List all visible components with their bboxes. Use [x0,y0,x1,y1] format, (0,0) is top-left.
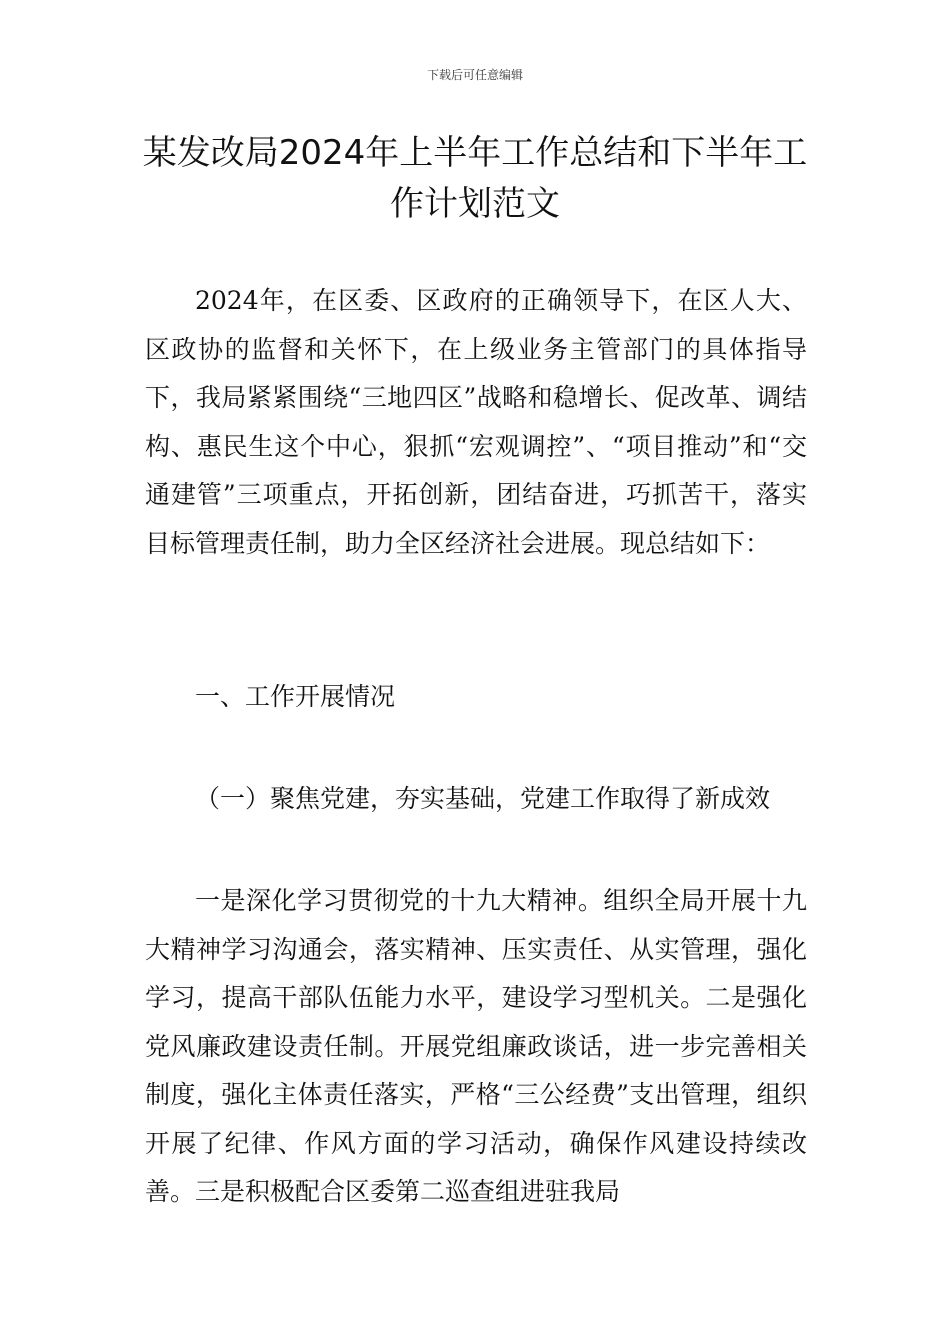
subsection-heading-text: （一）聚焦党建，夯实基础，党建工作取得了新成效 [195,784,771,813]
subsection-heading [145,775,807,824]
section-heading [145,673,807,722]
intro-paragraph-text: 2024年，在区委、区政府的正确领导下，在区人大、区政协的监督和关怀下，在上级业务主管部门的具体指导下，我局紧紧围绕“三地四区”战略和稳增长、促改革、调结构、惠民生这个中心，狠抓“宏观调控”、“项目推动”和“交通建管”三项重点，开拓创新，团结奋进，巧抓苦干，落实目标管理责任制，助力全区经济社会进展。现总结如下： [145,286,807,558]
intro-paragraph [145,277,807,568]
section-heading-text: 一、工作开展情况 [195,682,396,711]
body-paragraph [145,877,807,1217]
body-paragraph-text: 一是深化学习贯彻党的十九大精神。组织全局开展十九大精神学习沟通会，落实精神、压实责任、从实管理，强化学习，提高干部队伍能力水平，建设学习型机关。二是强化党风廉政建设责任制。开展党组廉政谈话，进一步完善相关制度，强化主体责任落实，严格“三公经费”支出管理，组织开展了纪律、作风方面的学习活动，确保作风建设持续改善。三是积极配合区委第二巡查组进驻我局 [145,886,807,1206]
document-title: 某发改局2024年上半年工作总结和下半年工作计划范文 [142,133,808,224]
header-note: 下载后可任意编辑 [426,68,523,82]
